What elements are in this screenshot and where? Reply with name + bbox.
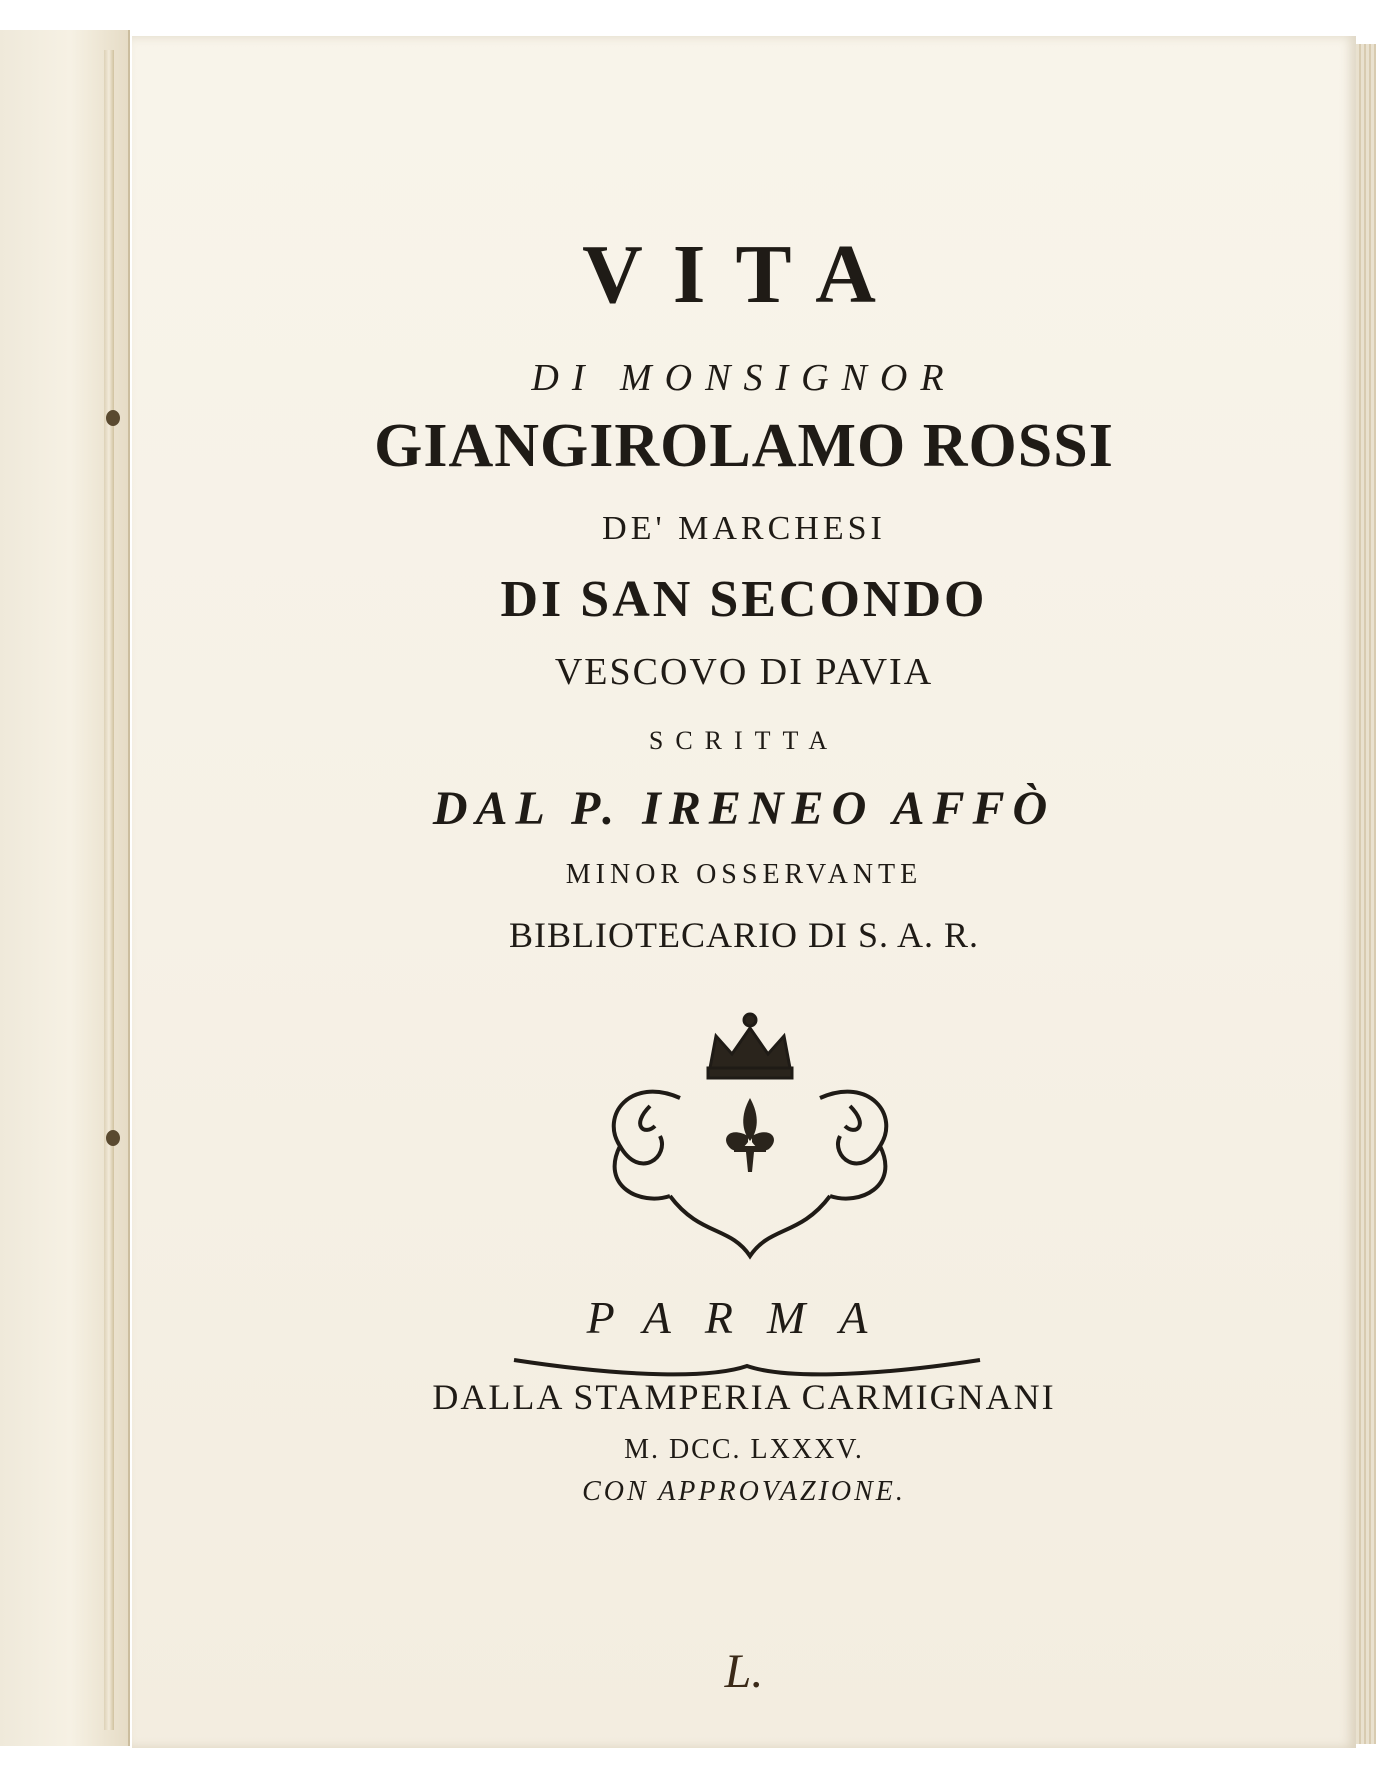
handwritten-mark: L. <box>724 1645 764 1698</box>
title-scritta: SCRITTA <box>648 726 840 755</box>
title-vita: VITA <box>582 228 906 321</box>
printers-device <box>520 1006 980 1264</box>
imprint-city: PARMA <box>586 1292 902 1343</box>
title-san-secondo: DI SAN SECONDO <box>500 571 988 628</box>
fleur-de-lis-icon <box>726 1098 774 1172</box>
title-author: DAL P. IRENEO AFFÒ <box>432 782 1056 835</box>
title-marchesi: DE' MARCHESI <box>602 510 886 547</box>
title-page <box>132 36 1356 1748</box>
left-flyleaf <box>0 30 130 1746</box>
imprint-approval: CON APPROVAZIONE. <box>582 1476 906 1507</box>
title-name: GIANGIROLAMO ROSSI <box>374 412 1114 480</box>
binding-hole <box>106 1130 120 1146</box>
imprint-year: M. DCC. LXXXV. <box>624 1434 864 1465</box>
title-monsignor: DI MONSIGNOR <box>531 357 957 399</box>
title-minor-osservante: MINOR OSSERVANTE <box>565 859 923 890</box>
imprint-printer: DALLA STAMPERIA CARMIGNANI <box>432 1377 1056 1417</box>
crown-icon <box>708 1014 792 1078</box>
title-bibliotecario: BIBLIOTECARIO DI S. A. R. <box>508 915 979 955</box>
binding-hole <box>106 410 120 426</box>
binding-crease <box>104 50 114 1730</box>
page-edges <box>1356 44 1376 1744</box>
title-vescovo: VESCOVO DI PAVIA <box>554 651 934 693</box>
